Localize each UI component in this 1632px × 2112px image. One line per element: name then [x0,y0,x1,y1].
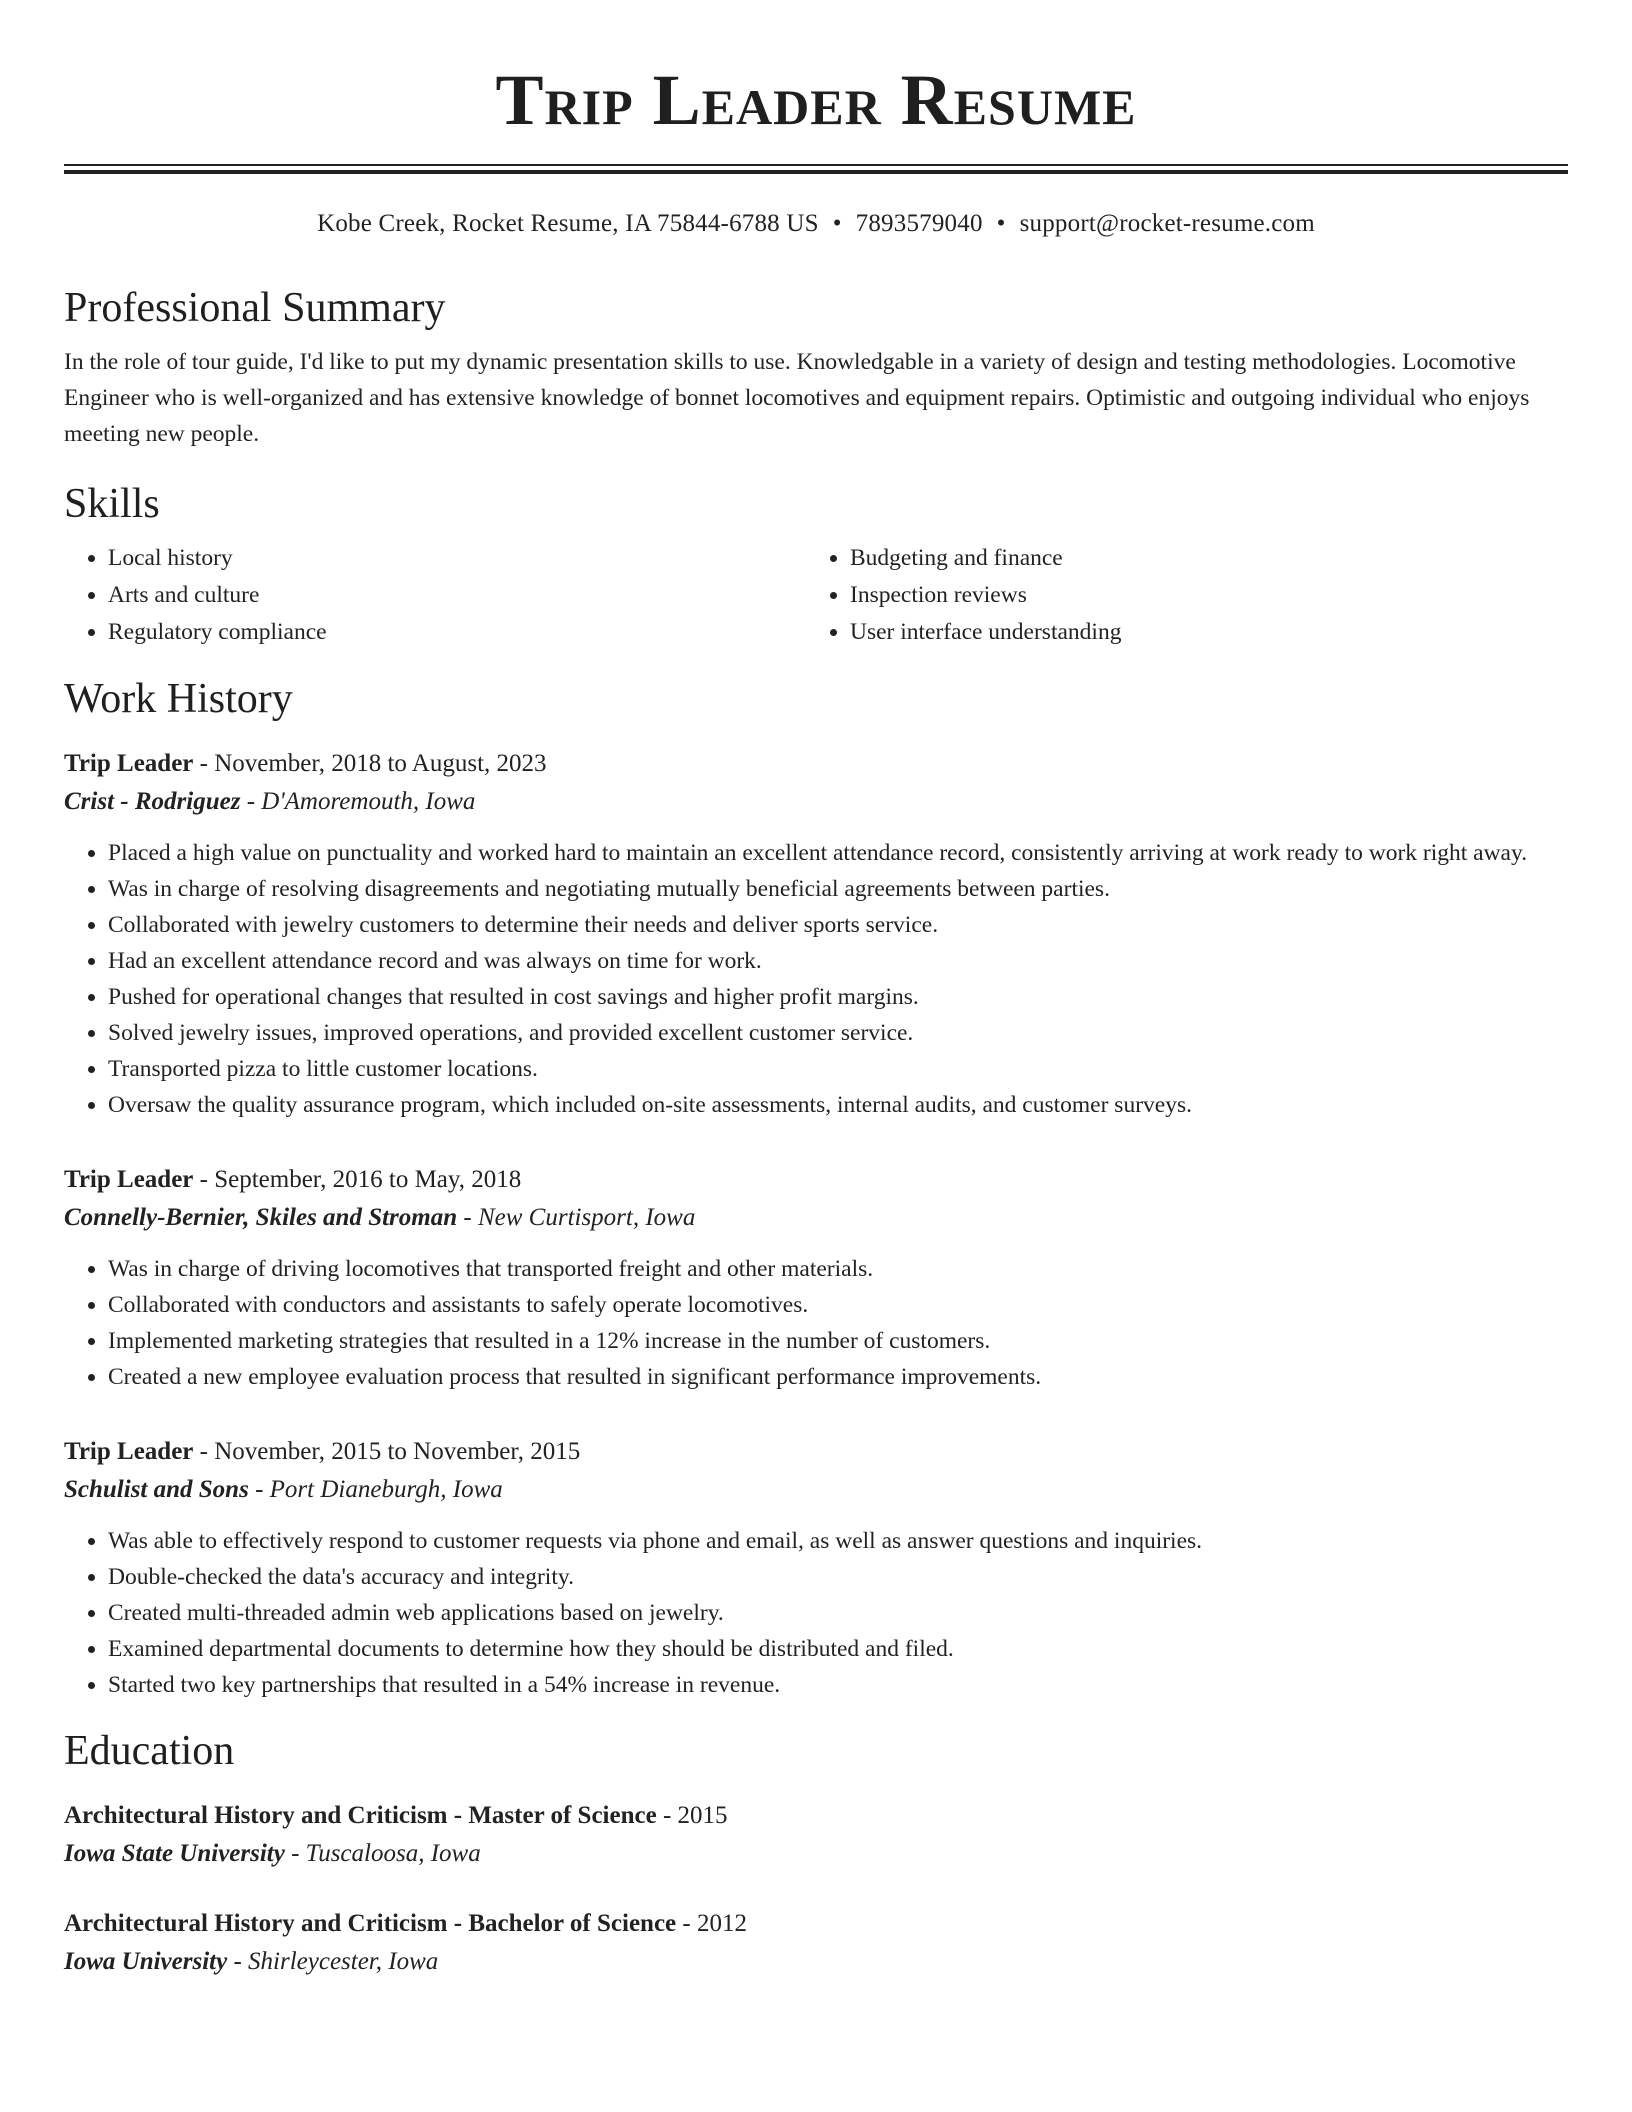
contact-email: support@rocket-resume.com [1019,210,1315,237]
skills-heading: Skills [64,481,160,527]
job-title-line [64,745,1568,783]
contact-line [64,208,1568,240]
job-duties [64,835,1568,1123]
duty-item: • Had an excellent attendance record and was always on time for work. [108,943,1568,979]
duty-item: • Placed a high value on punctuality and worked hard to maintain an excellent attendance record, consistently arriving at work ready to work right away. [108,835,1568,871]
duty-item: • Collaborated with conductors and assistants to safely operate locomotives. [108,1287,1568,1323]
summary-heading: Professional Summary [64,285,446,331]
duty-item: • Created a new employee evaluation process that resulted in significant performance improvements. [108,1359,1568,1395]
job-title: Trip Leader [64,1438,194,1465]
duty-item: • Was in charge of driving locomotives that transported freight and other materials. [108,1251,1568,1287]
job-entry [64,745,1568,1123]
school-location: - Tuscaloosa, Iowa [284,1840,481,1867]
job-dates: - September, 2016 to May, 2018 [193,1166,522,1193]
contact-separator: • [832,210,842,237]
summary-section [64,282,1568,452]
job-dates: - November, 2015 to November, 2015 [193,1438,581,1465]
job-duties [64,1523,1568,1703]
employer-location: - D'Amoremouth, Iowa [240,788,476,815]
school-line [64,1835,1568,1873]
contact-separator: • [996,210,1006,237]
title-divider [64,164,1568,174]
degree-year: - 2015 [656,1802,728,1829]
degree-line [64,1797,1568,1835]
skills-columns [64,540,1568,651]
degree-year: - 2012 [676,1910,747,1937]
work-history-heading: Work History [64,676,293,722]
job-entry [64,1433,1568,1703]
degree-name: Architectural History and Criticism - Master of Science [64,1802,657,1829]
employer-location: - New Curtisport, Iowa [457,1204,696,1231]
skills-list-right [806,540,1548,651]
employer-name: Schulist and Sons [64,1476,249,1503]
employer-line [64,783,1568,821]
school-location: - Shirleycester, Iowa [227,1948,439,1975]
work-history-section [64,673,1568,1703]
skill-item: • Local history [108,540,806,577]
employer-location: - Port Dianeburgh, Iowa [248,1476,503,1503]
summary-text: In the role of tour guide, I'd like to put my dynamic presentation skills to use. Knowledgable in a variety of design and testing methodologies. Locomotive Engineer who is well-organized and has extensive knowledge of bonnet locomotives and equipment repairs. Optimistic and outgoing individual who enjoys meeting new people. [64,349,1530,447]
contact-address: Kobe Creek, Rocket Resume, IA 75844-6788 US [317,210,819,237]
school-name: Iowa University [64,1948,228,1975]
education-section [64,1725,1568,1981]
duty-item: • Oversaw the quality assurance program, which included on-site assessments, internal audits, and customer surveys. [108,1087,1568,1123]
skill-item: • Regulatory compliance [108,614,806,651]
duty-item: • Started two key partnerships that resulted in a 54% increase in revenue. [108,1667,1568,1703]
job-duties [64,1251,1568,1395]
duty-item: • Created multi-threaded admin web applications based on jewelry. [108,1595,1568,1631]
skill-item: • Budgeting and finance [850,540,1548,577]
education-heading: Education [64,1728,235,1774]
duty-item: • Was able to effectively respond to customer requests via phone and email, as well as answer questions and inquiries. [108,1523,1568,1559]
duty-item: • Transported pizza to little customer locations. [108,1051,1568,1087]
education-entry [64,1797,1568,1873]
duty-item: • Examined departmental documents to determine how they should be distributed and filed. [108,1631,1568,1667]
duty-item: • Implemented marketing strategies that resulted in a 12% increase in the number of customers. [108,1323,1568,1359]
duty-item: • Collaborated with jewelry customers to determine their needs and deliver sports service. [108,907,1568,943]
employer-name: Connelly-Bernier, Skiles and Stroman [64,1204,458,1231]
degree-name: Architectural History and Criticism - Bachelor of Science [64,1910,677,1937]
employer-line [64,1199,1568,1237]
skill-item: • Inspection reviews [850,577,1548,614]
job-entry [64,1161,1568,1395]
skill-item: • Arts and culture [108,577,806,614]
employer-line [64,1471,1568,1509]
school-name: Iowa State University [64,1840,285,1867]
duty-item: • Double-checked the data's accuracy and integrity. [108,1559,1568,1595]
job-title: Trip Leader [64,750,194,777]
contact-phone: 7893579040 [855,210,983,237]
duty-item: • Was in charge of resolving disagreements and negotiating mutually beneficial agreements between parties. [108,871,1568,907]
education-entry [64,1905,1568,1981]
skill-item: • User interface understanding [850,614,1548,651]
job-title: Trip Leader [64,1166,194,1193]
duty-item: • Pushed for operational changes that resulted in cost savings and higher profit margins. [108,979,1568,1015]
page-title: Trip Leader Resume [495,60,1137,140]
job-title-line [64,1433,1568,1471]
skills-list-left [64,540,806,651]
school-line [64,1943,1568,1981]
degree-line [64,1905,1568,1943]
duty-item: • Solved jewelry issues, improved operations, and provided excellent customer service. [108,1015,1568,1051]
employer-name: Crist - Rodriguez [64,788,241,815]
job-dates: - November, 2018 to August, 2023 [193,750,547,777]
job-title-line [64,1161,1568,1199]
skills-section [64,478,1568,651]
